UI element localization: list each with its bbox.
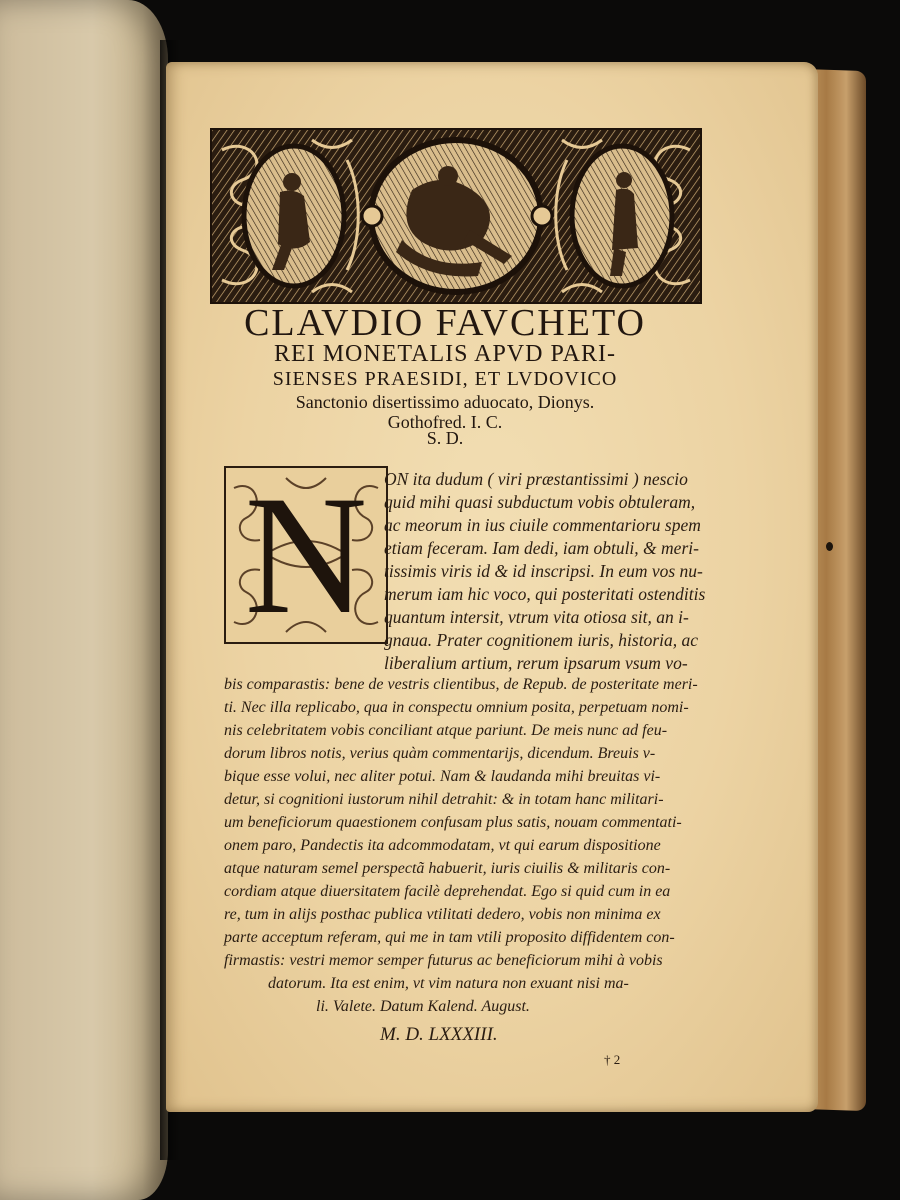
- signature-mark: † 2: [604, 1052, 621, 1067]
- body-line: ON ita dudum ( viri præstantissimi ) nescio: [384, 469, 688, 489]
- body-line: datorum. Ita est enim, vt vim natura non exuant nisi ma-: [268, 975, 629, 992]
- body-line: onem paro, Pandectis ita adcommodatam, vt qui earum dispositione: [224, 837, 661, 854]
- body-line: bique esse volui, nec aliter potui. Nam & laudanda mihi breuitas vi-: [224, 768, 661, 785]
- body-line: dorum libros notis, verius quàm commentarijs, dicendum. Breuis v-: [224, 745, 656, 762]
- woodcut-header-ornament: [210, 128, 702, 304]
- body-line: tissimis viris id & id inscripsi. In eum vos nu-: [384, 561, 703, 581]
- body-line: detur, si cognitioni iustorum nihil detrahit: & in totam hanc militari-: [224, 791, 664, 808]
- body-line: firmastis: vestri memor semper futurus ac beneficiorum mihi à vobis: [224, 952, 663, 969]
- body-line: nis celebritatem vobis conciliant atque pariunt. De meis nunc ad feu-: [224, 722, 668, 739]
- body-line: li. Valete. Datum Kalend. August.: [316, 998, 530, 1015]
- heading-line-6: S. D.: [426, 428, 464, 448]
- body-line: quantum intersit, vtrum vita otiosa sit, an i-: [384, 607, 689, 627]
- body-line: um beneficiorum quaestionem confusam plus satis, nouam commentati-: [224, 814, 682, 831]
- body-line: liberalium artium, rerum ipsarum vsum vo-: [384, 653, 688, 673]
- body-line: bis comparastis: bene de vestris clientibus, de Repub. de posteritate meri-: [224, 676, 698, 693]
- historiated-initial: [224, 461, 388, 649]
- body-line: ac meorum in ius ciuile commentarioru spem: [384, 515, 701, 535]
- body-line: atque naturam semel perspectã habuerit, iuris ciuilis & militaris con-: [224, 860, 671, 877]
- heading-line-5: Gothofred. I. C.: [387, 412, 503, 432]
- heading-line-4: Sanctonio disertissimo aduocato, Dionys.: [295, 392, 595, 412]
- body-line: etiam feceram. Iam dedi, iam obtuli, & meri-: [384, 538, 699, 558]
- heading-line-3: SIENSES PRAESIDI, ET LVDOVICO: [272, 368, 618, 390]
- initial-letter: N: [244, 461, 368, 649]
- date-line: M. D. LXXXIII.: [380, 1024, 498, 1045]
- body-line: quid mihi quasi subductum vobis obtuleram,: [384, 492, 696, 512]
- facing-page: [0, 0, 168, 1200]
- body-line: cordiam atque diuersitatem facilè deprehendat. Ego si quid cum in ea: [224, 883, 671, 900]
- body-line: re, tum in alijs posthac publica vtilitati dedero, vobis non minima ex: [224, 906, 661, 923]
- body-line: parte acceptum referam, qui me in tam vtili proposito diffidentem con-: [224, 929, 675, 946]
- heading-line-2: REI MONETALIS APVD PARI-: [274, 341, 616, 367]
- body-line: gnaua. Prater cognitionem iuris, historia, ac: [384, 630, 699, 650]
- heading-line-1: CLAVDIO FAVCHETO: [244, 302, 646, 344]
- body-line: merum iam hic voco, qui posteritati ostenditis: [384, 584, 706, 604]
- edge-mark: [826, 542, 833, 551]
- body-line: ti. Nec illa replicabo, qua in conspectu omnium posita, perpetuam nomi-: [224, 699, 689, 716]
